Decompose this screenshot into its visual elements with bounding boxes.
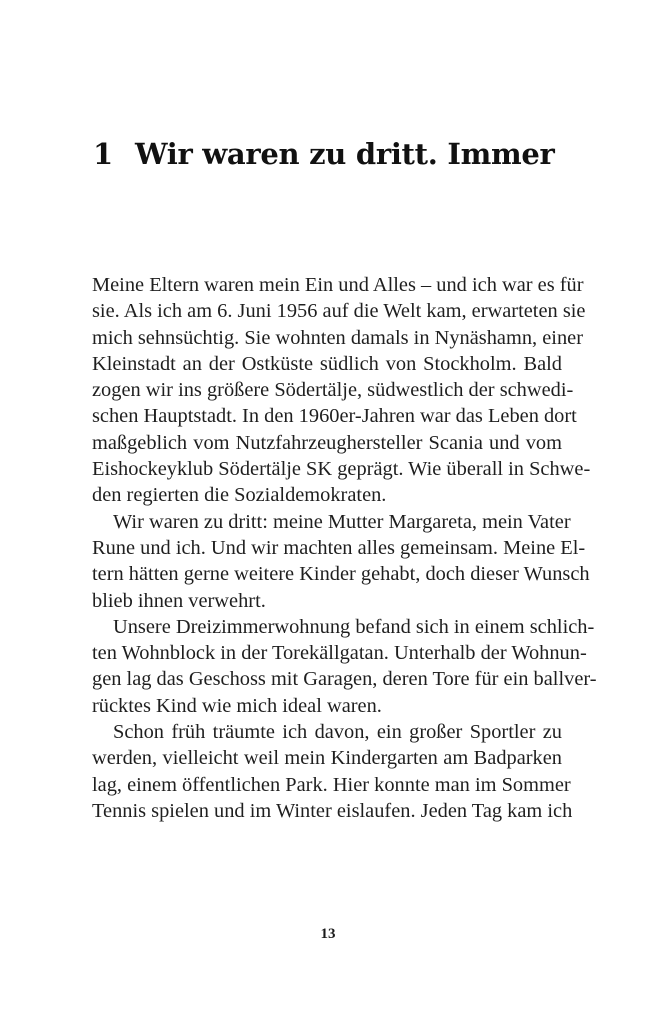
text-line: lag, einem öffentlichen Park. Hier konnte man im Sommer (92, 773, 571, 796)
text-line: Tennis spielen und im Winter eislaufen. Jeden Tag kam ich (92, 799, 573, 822)
text-line: Kleinstadt an der Ostküste südlich von Stockholm. Bald (92, 352, 562, 375)
text-line: Wir waren zu dritt: meine Mutter Margareta, mein Vater (113, 510, 571, 533)
text-line: zogen wir ins größere Södertälje, südwestlich der schwedi- (92, 379, 574, 402)
chapter-body (92, 272, 597, 824)
text-line: maßgeblich vom Nutzfahrzeughersteller Scania und vom (92, 431, 562, 454)
text-line: blieb ihnen verwehrt. (92, 589, 266, 612)
paragraph (92, 614, 597, 719)
paragraph (92, 719, 573, 824)
text-line: Rune und ich. Und wir machten alles gemeinsam. Meine El- (92, 536, 586, 559)
text-line: den regierten die Sozialdemokraten. (92, 484, 387, 507)
text-line: rücktes Kind wie mich ideal waren. (92, 694, 382, 717)
text-line: gen lag das Geschoss mit Garagen, deren Tore für ein ballver- (92, 668, 597, 691)
chapter-title: Wir waren zu dritt. Immer (135, 137, 555, 171)
text-line: tern hätten gerne weitere Kinder gehabt, doch dieser Wunsch (92, 563, 590, 586)
page-number: 13 (320, 926, 336, 942)
paragraph (92, 509, 590, 614)
chapter-number: 1 (93, 137, 113, 171)
text-line: schen Hauptstadt. In den 1960er-Jahren war das Leben dort (92, 405, 577, 428)
paragraph (92, 272, 591, 509)
text-line: Unsere Dreizimmerwohnung befand sich in einem schlich- (113, 615, 595, 638)
text-line: Eishockeyklub Södertälje SK geprägt. Wie überall in Schwe- (92, 458, 591, 481)
chapter-heading (93, 134, 555, 174)
text-line: sie. Als ich am 6. Juni 1956 auf die Welt kam, erwarteten sie (92, 300, 586, 323)
text-line: Meine Eltern waren mein Ein und Alles – und ich war es für (92, 274, 584, 296)
text-line: ten Wohnblock in der Torekällgatan. Unterhalb der Wohnun- (92, 642, 587, 665)
text-line: werden, vielleicht weil mein Kindergarten am Badparken (92, 747, 562, 770)
text-line: Schon früh träumte ich davon, ein großer Sportler zu (113, 721, 562, 744)
text-line: mich sehnsüchtig. Sie wohnten damals in Nynäshamn, einer (92, 326, 583, 349)
